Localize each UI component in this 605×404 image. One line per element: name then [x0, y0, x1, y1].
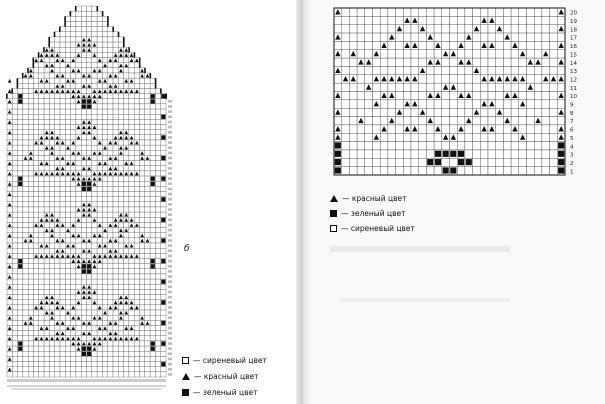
svg-text:1: 1 [570, 169, 574, 176]
legend-item-lilac [182, 356, 267, 365]
svg-text:13: 13 [570, 69, 577, 76]
svg-text:20: 20 [570, 10, 577, 17]
figure-label: б [184, 244, 190, 254]
legend-text: — красный цвет [194, 372, 259, 381]
svg-text:4: 4 [570, 144, 574, 151]
show-through [340, 298, 510, 302]
legend-item-lilac-r [330, 224, 415, 233]
green-square-icon [330, 210, 337, 217]
legend-text: — сиреневый цвет [193, 356, 267, 365]
legend-text: — красный цвет [342, 194, 407, 203]
svg-text:18: 18 [570, 27, 577, 34]
legend-item-green-r [330, 209, 406, 218]
show-through [330, 246, 510, 252]
svg-text:8: 8 [570, 110, 574, 117]
legend-item-red [182, 372, 259, 381]
svg-text:15: 15 [570, 52, 577, 59]
svg-text:12: 12 [570, 77, 577, 84]
red-triangle-icon [182, 373, 190, 380]
svg-text:2: 2 [570, 160, 574, 167]
svg-text:17: 17 [570, 35, 577, 42]
svg-text:6: 6 [570, 127, 574, 134]
svg-text:14: 14 [570, 60, 577, 67]
svg-text:16: 16 [570, 44, 577, 51]
lilac-square-icon [330, 225, 337, 232]
legend-item-red-r [330, 194, 407, 203]
green-square-icon [182, 389, 189, 396]
svg-text:11: 11 [570, 85, 577, 92]
svg-text:5: 5 [570, 135, 574, 142]
cuff-grid [334, 8, 565, 175]
red-triangle-icon [330, 195, 338, 202]
svg-text:7: 7 [570, 119, 574, 126]
legend-item-green [182, 388, 258, 397]
lilac-square-icon [182, 357, 189, 364]
svg-text:10: 10 [570, 94, 577, 101]
cuff-row-numbers [570, 11, 577, 176]
legend-text: — сиреневый цвет [341, 224, 415, 233]
svg-text:9: 9 [570, 102, 574, 109]
legend-text: — зеленый цвет [341, 209, 406, 218]
svg-text:3: 3 [570, 152, 574, 159]
legend-text: — зеленый цвет [193, 388, 258, 397]
svg-text:19: 19 [570, 19, 577, 26]
